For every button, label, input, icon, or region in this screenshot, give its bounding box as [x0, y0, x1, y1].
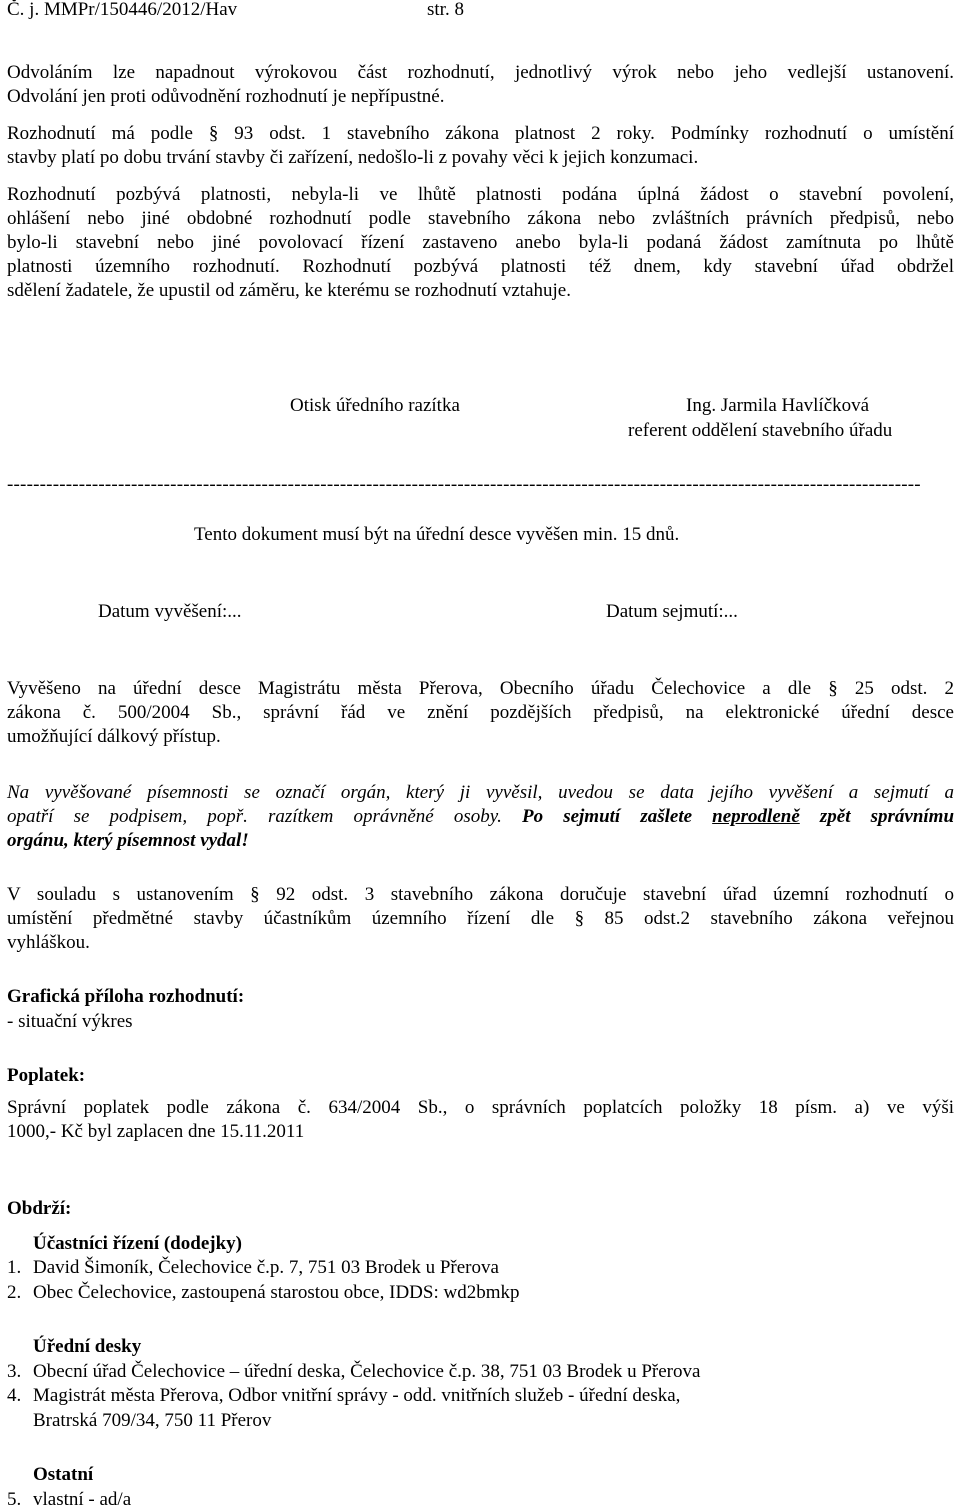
recipient-item	[7, 1281, 519, 1305]
posting-notice: Tento dokument musí být na úřední desce vyvěšen min. 15 dnů.	[194, 524, 680, 545]
recipient-number: 4.	[7, 1385, 22, 1406]
recipient-text: Magistrát města Přerova, Odbor vnitřní správy - odd. vnitřních služeb - úřední deska,	[33, 1385, 681, 1406]
delivery-text-line: V souladu s ustanovením § 92 odst. 3 stavebního zákona doručuje stavební úřad územní rozhodnutí o	[7, 884, 954, 905]
stamp-placeholder: Otisk úředního razítka	[290, 395, 460, 416]
return-instruction-line: orgánu, který písemnost vydal!	[7, 830, 249, 851]
other-heading: Ostatní	[33, 1464, 94, 1485]
page-number: str. 8	[427, 0, 464, 20]
recipient-text: Obec Čelechovice, zastoupená starostou obce, IDDS: wd2bmkp	[33, 1282, 520, 1303]
attachment-heading: Grafická příloha rozhodnutí:	[7, 986, 245, 1007]
return-instruction-bold: Po sejmutí zašlete	[521, 806, 693, 827]
signatory-name: Ing. Jarmila Havlíčková	[686, 395, 870, 416]
recipients-heading: Obdrží:	[7, 1198, 72, 1219]
date-removed-field: Datum sejmutí:...	[606, 601, 738, 622]
delivery-text-line: vyhláškou.	[7, 932, 90, 953]
recipient-number: 3.	[7, 1361, 22, 1382]
return-instruction-line	[7, 805, 954, 829]
signatory-role: referent oddělení stavebního úřadu	[628, 420, 893, 441]
recipient-item	[7, 1488, 131, 1512]
expiry-text-line: sdělení žadatele, že upustil od záměru, ke kterému se rozhodnutí vztahuje.	[7, 280, 571, 301]
recipient-text-continued: Bratrská 709/34, 750 11 Přerov	[33, 1410, 272, 1431]
boards-heading: Úřední desky	[33, 1336, 142, 1357]
recipient-item	[7, 1360, 700, 1384]
participants-heading: Účastníci řízení (dodejky)	[33, 1233, 242, 1254]
recipient-number: 2.	[7, 1282, 22, 1303]
recipient-text: David Šimoník, Čelechovice č.p. 7, 751 03 Brodek u Přerova	[33, 1257, 499, 1278]
recipient-text: Obecní úřad Čelechovice – úřední deska, Čelechovice č.p. 38, 751 03 Brodek u Přerova	[33, 1361, 701, 1382]
return-instruction-bold: zpět správnímu	[819, 806, 955, 827]
recipient-number: 1.	[7, 1257, 22, 1278]
appeal-text-line: Odvoláním lze napadnout výrokovou část rozhodnutí, jednotlivý výrok nebo jeho vedlejší ustanovení.	[7, 62, 954, 83]
validity-text-line: stavby platí po dobu trvání stavby či zařízení, nedošlo-li z povahy věci k jejich konzumaci.	[7, 147, 699, 168]
expiry-text-line: Rozhodnutí pozbývá platnosti, nebyla-li ve lhůtě platnosti podána úplná žádost o stavební povolení,	[7, 184, 954, 205]
expiry-text-line: platnosti územního rozhodnutí. Rozhodnutí pozbývá platnosti též dnem, kdy stavební úřad obdržel	[7, 256, 954, 277]
fee-text-line: Správní poplatek podle zákona č. 634/2004 Sb., o správních poplatcích položky 18 písm. a) ve výši	[7, 1097, 954, 1118]
posted-info-line: zákona č. 500/2004 Sb., správní řád ve znění pozdějších předpisů, na elektronické úřední desce	[7, 702, 954, 723]
recipient-text: vlastní - ad/a	[33, 1489, 132, 1510]
date-posted-field: Datum vyvěšení:...	[98, 601, 242, 622]
appeal-text-line: Odvolání jen proti odůvodnění rozhodnutí je nepřípustné.	[7, 86, 445, 107]
posted-info-line: Vyvěšeno na úřední desce Magistrátu města Přerova, Obecního úřadu Čelechovice a dle § 25 odst. 2	[7, 678, 954, 699]
document-reference: Č. j. MMPr/150446/2012/Hav	[7, 0, 238, 20]
separator-line: --------------------------------------------------------------------------------------------------------------------------------------------	[7, 474, 921, 495]
recipient-item	[7, 1256, 499, 1280]
delivery-text-line: umístění předmětné stavby účastníkům územního řízení dle § 85 odst.2 stavebního zákona veřejnou	[7, 908, 954, 929]
recipient-number: 5.	[7, 1489, 22, 1510]
attachment-item: - situační výkres	[7, 1011, 133, 1032]
fee-text-line: 1000,- Kč byl zaplacen dne 15.11.2011	[7, 1121, 305, 1142]
fee-heading: Poplatek:	[7, 1065, 86, 1086]
return-instruction-italic: opatří se podpisem, popř. razítkem oprávněné osoby.	[7, 806, 502, 827]
return-instruction-line: Na vyvěšované písemnosti se označí orgán, který ji vyvěsil, uvedou se data jejího vyvěšení a sejmutí a	[7, 782, 954, 803]
expiry-text-line: bylo-li stavební nebo jiné povolovací řízení zastaveno anebo byla-li podaná žádost zamítnuta po lhůtě	[7, 232, 954, 253]
posted-info-line: umožňující dálkový přístup.	[7, 726, 221, 747]
validity-text-line: Rozhodnutí má podle § 93 odst. 1 stavebního zákona platnost 2 roky. Podmínky rozhodnutí o umístění	[7, 123, 954, 144]
return-instruction-underlined: neprodleně	[712, 806, 800, 827]
expiry-text-line: ohlášení nebo jiné obdobné rozhodnutí podle stavebního zákona nebo zvláštních právních předpisů, nebo	[7, 208, 954, 229]
recipient-item	[7, 1384, 680, 1408]
